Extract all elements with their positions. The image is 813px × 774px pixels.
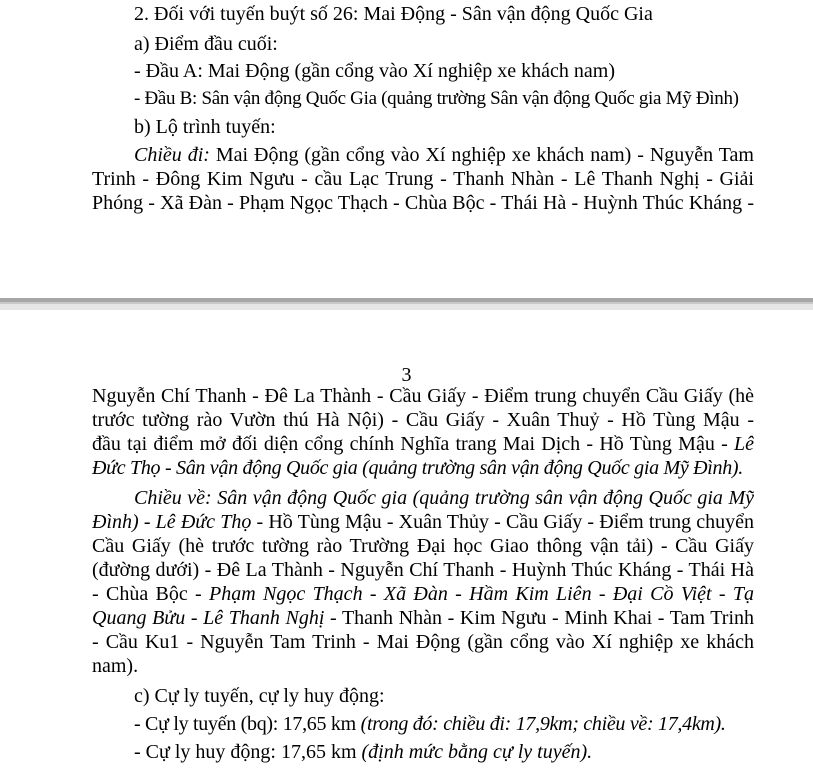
return-line-5-italic: Phạm Ngọc Thạch - Xã Đàn - Hầm Kim Liên - Đại Cồ Việt - Tạ [209,583,754,605]
continued-line-3-text: đầu tại điểm mở đối diện cổng chính Nghĩa trang Mai Dịch - Hồ Tùng Mậu - [92,433,734,455]
return-line-6 [92,606,754,630]
section-c-title: c) Cự ly tuyến, cự ly huy động: [134,685,385,707]
separator-light [0,304,813,310]
return-line-6-text: - Thanh Nhàn - Kim Ngưu - Minh Khai - Tam Trinh [324,607,754,629]
return-line-8: nam). [92,655,139,677]
section-b-title: b) Lộ trình tuyến: [134,116,276,138]
continued-line-1: Nguyễn Chí Thanh - Đê La Thành - Cầu Giấy - Điểm trung chuyển Cầu Giấy (hè [92,385,754,407]
return-line-5-text: - Chùa Bộc - [92,583,210,605]
return-line-2 [92,510,754,534]
mobilize-distance-detail: (định mức bằng cự ly tuyến). [361,741,593,763]
return-line-2-text: - Hồ Tùng Mậu - Xuân Thủy - Cầu Giấy - Điểm trung chuyển [251,511,754,533]
outbound-line-2: Trinh - Đông Kim Ngưu - cầu Lạc Trung - Thanh Nhàn - Lê Thanh Nghị - Giải [92,168,754,190]
continued-line-3-italic: Lê [734,433,754,455]
mobilize-distance [134,740,592,764]
outbound-line-1-text: Mai Động (gần cổng vào Xí nghiệp xe khách nam) - Nguyễn Tam [209,144,754,166]
section-a-title: a) Điểm đầu cuối: [134,33,278,55]
continued-line-2: trước tường rào Vườn thú Hà Nội) - Cầu Giấy - Xuân Thuỷ - Hồ Tùng Mậu - [92,409,754,431]
return-line-3: Cầu Giấy (hè trước tường rào Trường Đại học Giao thông vận tải) - Cầu Giấy [92,535,754,557]
outbound-line-1 [134,143,754,167]
return-line-1: Chiều về: Sân vận động Quốc gia (quảng trường sân vận động Quốc gia Mỹ [134,487,754,509]
mobilize-distance-text: - Cự ly huy động: 17,65 km [134,741,362,763]
return-line-7: - Cầu Ku1 - Nguyễn Tam Trinh - Mai Động (gần cổng vào Xí nghiệp xe khách [92,631,754,653]
return-line-4: (đường dưới) - Đê La Thành - Nguyễn Chí Thanh - Huỳnh Thúc Kháng - Thái Hà [92,559,754,581]
route-distance [134,712,726,736]
return-line-5 [92,582,754,606]
route-heading: 2. Đối với tuyến buýt số 26: Mai Động - Sân vận động Quốc Gia [134,3,653,25]
endpoint-b: - Đầu B: Sân vận động Quốc Gia (quảng trường Sân vận động Quốc gia Mỹ Đình) [134,88,739,109]
outbound-line-3: Phóng - Xã Đàn - Phạm Ngọc Thạch - Chùa Bộc - Thái Hà - Huỳnh Thúc Kháng - [92,192,754,214]
route-distance-detail: (trong đó: chiều đi: 17,9km; chiều về: 17,4km). [360,713,726,735]
continued-line-4: Đức Thọ - Sân vận động Quốc gia (quảng trường sân vận động Quốc gia Mỹ Đình). [92,457,743,479]
page-number: 3 [401,364,412,386]
endpoint-a: - Đầu A: Mai Động (gần cổng vào Xí nghiệp xe khách nam) [134,60,615,82]
return-line-2-italic: Đình) - Lê Đức Thọ [92,511,252,533]
return-line-6-italic: Quang Bửu - Lê Thanh Nghị [92,607,325,629]
route-distance-text: - Cự ly tuyến (bq): 17,65 km [134,713,361,735]
continued-line-3 [92,432,754,456]
outbound-label: Chiều đi: [134,144,210,166]
